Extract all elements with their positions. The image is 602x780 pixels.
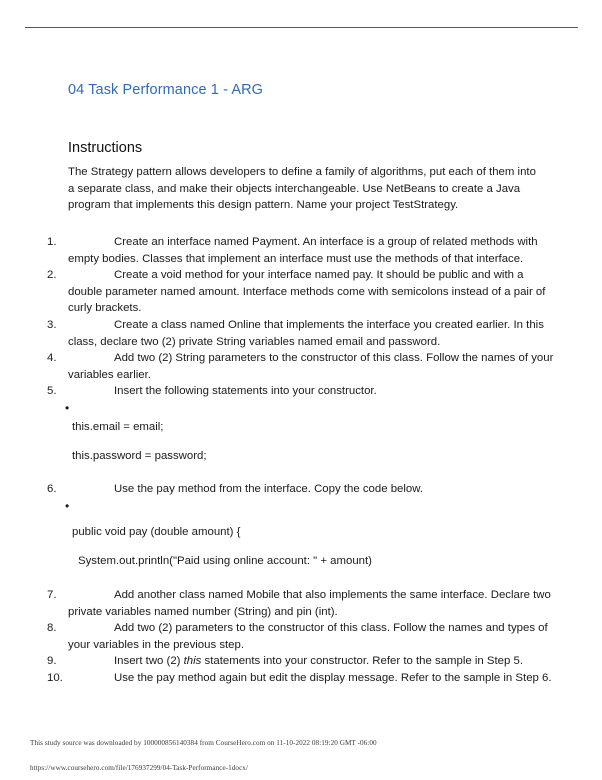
list-item-body: Create an interface named Payment. An interface is a group of related methods with empty bodies. Classes that implement an interface must use the methods of that interface. xyxy=(68,236,538,265)
list-item-body: Create a class named Online that implements the interface you created earlier. In this class, declare two (2) private String variables named email and password. xyxy=(68,318,544,348)
list-item-body: Add another class named Mobile that also implements the same interface. Declare two private variables named number (String) and pin (int). xyxy=(68,589,551,618)
instructions-heading: Instructions xyxy=(68,140,143,156)
list-item-body-post: statements into your constructor. Refer to the sample in Step 5. xyxy=(201,655,524,668)
code-line: System.out.println("Paid using online account: " + amount) xyxy=(78,554,372,567)
list-item-body-emphasis: this xyxy=(183,655,202,668)
steps-list-third xyxy=(47,587,557,687)
list-item xyxy=(47,481,557,498)
list-item-text xyxy=(68,267,557,317)
source-url[interactable]: https://www.coursehero.com/file/176937299/04-Task-Performance-1docx/ xyxy=(30,764,248,772)
bullet-list-item xyxy=(47,400,557,417)
code-line: public void pay (double amount) { xyxy=(72,526,241,538)
code-line: this.password = password; xyxy=(72,449,207,462)
list-item xyxy=(47,587,557,620)
list-item-number: 9. xyxy=(47,655,57,668)
list-item xyxy=(47,383,557,400)
list-item xyxy=(47,620,557,653)
list-item-number: 8. xyxy=(47,622,57,635)
list-item xyxy=(47,234,557,267)
list-item-body: Use the pay method again but edit the display message. Refer to the sample in Step 6. xyxy=(114,671,552,684)
bullet-list-item xyxy=(47,498,557,515)
list-item-text xyxy=(68,234,557,267)
list-item-number: 10. xyxy=(47,671,63,684)
list-item xyxy=(47,653,557,670)
list-item-number: 5. xyxy=(47,385,57,398)
list-item xyxy=(47,670,557,687)
bullet-dot-icon: • xyxy=(65,498,70,513)
bullet-dot-icon: • xyxy=(65,400,70,415)
header-divider xyxy=(25,27,578,28)
list-item-body: Create a void method for your interface named pay. It should be public and with a double parameter named amount. Interface methods come with semicolons instead of a pair of curly brackets. xyxy=(68,269,546,315)
list-item xyxy=(47,317,557,350)
code-spacer xyxy=(72,541,532,553)
list-item-text xyxy=(68,653,557,670)
list-item-body: Add two (2) String parameters to the constructor of this class. Follow the names of your variables earlier. xyxy=(68,352,554,381)
list-item xyxy=(47,267,557,317)
list-item-number: 2. xyxy=(47,269,57,282)
code-sample-pay-method xyxy=(72,524,532,569)
list-item-number: 7. xyxy=(47,589,57,601)
list-item-text xyxy=(68,383,557,400)
list-item xyxy=(47,350,557,383)
steps-list-first xyxy=(47,234,557,417)
list-item-text xyxy=(68,350,557,383)
code-sample-constructor xyxy=(72,419,532,464)
download-attribution-note: This study source was downloaded by 100000856140384 from CourseHero.com on 11-10-2022 08:19:20 GMT -06:00 xyxy=(30,739,377,747)
list-item-number: 1. xyxy=(47,236,57,248)
list-item-text xyxy=(68,670,557,687)
list-item-body-pre: Insert two (2) xyxy=(114,655,184,668)
list-item-body: Insert the following statements into your constructor. xyxy=(114,385,377,398)
list-item-text xyxy=(68,317,557,350)
code-spacer xyxy=(72,436,532,448)
steps-list-second xyxy=(47,481,557,514)
code-line: this.email = email; xyxy=(72,421,164,433)
list-item-body: Use the pay method from the interface. Copy the code below. xyxy=(114,483,423,495)
list-item-text xyxy=(68,620,557,653)
list-item-number: 6. xyxy=(47,483,57,495)
instructions-intro-paragraph: The Strategy pattern allows developers to define a family of algorithms, put each of them into a separate class, and make their objects interchangeable. Use NetBeans to create a Java program that implements this design pattern. Name your project TestStrategy. xyxy=(68,166,536,212)
page-title: 04 Task Performance 1 - ARG xyxy=(68,82,264,98)
list-item-number: 4. xyxy=(47,352,57,365)
list-item-text xyxy=(68,587,557,620)
list-item-text xyxy=(68,481,557,498)
list-item-number: 3. xyxy=(47,318,57,331)
list-item-body: Add two (2) parameters to the constructor of this class. Follow the names and types of your variables in the previous step. xyxy=(68,622,548,651)
